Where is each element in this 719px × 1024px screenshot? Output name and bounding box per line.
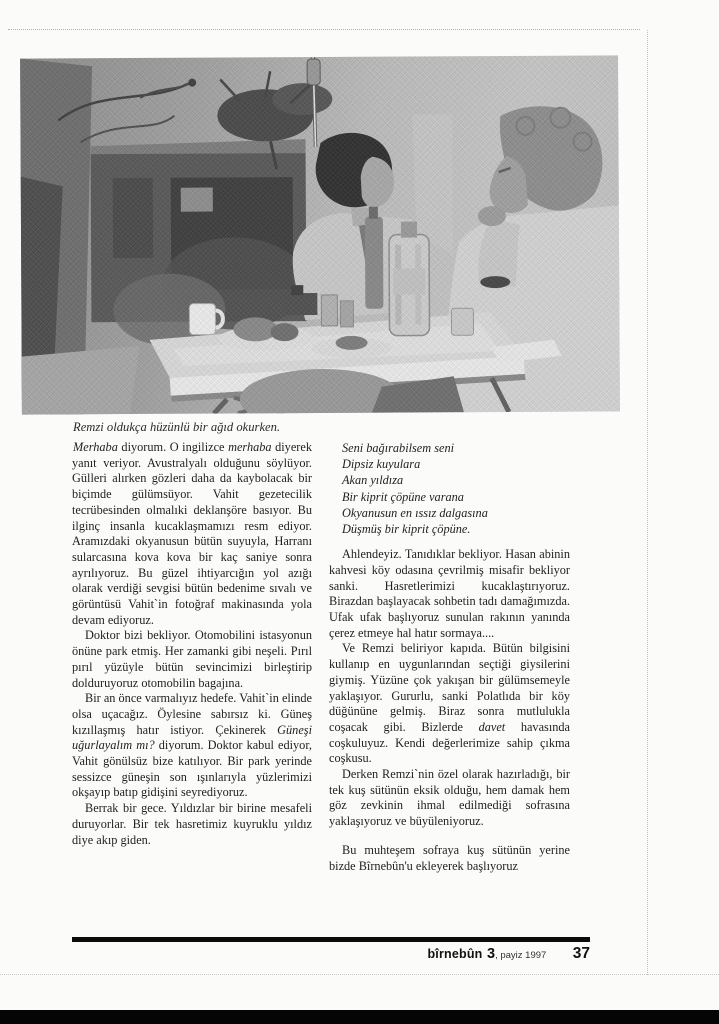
- footer: [260, 945, 590, 963]
- photo-caption: Remzi oldukça hüzünlü bir ağıd okurken.: [73, 420, 281, 434]
- paragraph-sofra: Derken Remzi`nin özel olarak hazırladığı, bir tek kuş sütünün eksik olduğu, hem damak hem göz zevkinin ihmal edilmediği sofrasına yaklaşıyoruz ve büyüleniyoruz.: [329, 767, 570, 829]
- paragraph-birnebun: Bu muhteşem sofraya kuş sütünün yerine bizde Bîrnebûn'u ekleyerek başlıyoruz: [329, 842, 570, 873]
- scan-artifact-right-edge: [647, 30, 648, 975]
- poem-line: Akan yıldıza: [342, 473, 404, 488]
- italic-run: davet: [478, 719, 506, 734]
- body-text-right-column: [329, 440, 570, 874]
- photo-scene: [20, 55, 620, 414]
- text-run: diyorum. O ingilizce: [117, 440, 229, 454]
- bottom-scan-band: [0, 1010, 719, 1024]
- paragraph-doktor: Doktor bizi bekliyor. Otomobilini istasyonun önüne park etmiş. Her zamanki gibi neşeli. Pırıl pırıl yüzüyle bütün sevincimizi birleştirip dolduruyoruz otomobilin bagajına.: [72, 628, 312, 690]
- poem-line: Seni bağırabilsem seni: [342, 441, 455, 455]
- footer-rule: [72, 937, 590, 942]
- text-run: havasında coşkuluyuz. Kendi değerlerimize sahip çıkma coşkusu.: [329, 719, 570, 766]
- paragraph-ahlendeyiz: Ahlendeyiz. Tanıdıklar bekliyor. Hasan abinin kahvesi köy odasına çevrilmiş misafir bekliyor sanki. Hasretlerimizi kucaklaştırıyoruz. Birazdan başlayacak sohbetin tadı damağımızda. Ufak ufak başlıyoruz sunulan rakının yanında çerez etmeye hal hatır sormaya....: [329, 547, 570, 640]
- italic-run: Güneşi uğurlayalım mı?: [72, 722, 312, 753]
- paragraph-gunes: [72, 691, 312, 801]
- italic-run: Merhaba: [73, 440, 118, 454]
- footer-journal-title: bîrnebûn: [427, 947, 483, 961]
- paragraph-remzi-kapida: [329, 641, 570, 767]
- scan-artifact-bottom-line: [0, 974, 719, 975]
- paragraph-merhaba: [72, 440, 312, 628]
- poem-line: Düşmüş bir kiprit çöpüne.: [342, 522, 471, 537]
- italic-run: merhaba: [228, 440, 272, 454]
- body-text-left-column: [72, 440, 312, 848]
- footer-date: , payiz 1997: [495, 950, 547, 961]
- text-run: Bir an önce varmalıyız hedefe. Vahit`in elinde olsa uçacağız. Öylesine sabırsız ki. Güneş kızıllaşmış hatır istiyor. Çekinerek: [72, 691, 312, 737]
- text-run: diyorum. Doktor kabul ediyor, Vahit gönülsüz bize katılıyor. Bir park yerinde sessizce güneşin son ışınlarıyla yüzlerimizi okşayıp batıp gidişini seyrediyoruz.: [72, 738, 312, 800]
- footer-page-number: 37: [572, 945, 590, 962]
- article-photo: [20, 55, 620, 414]
- poem: [329, 440, 570, 537]
- poem-line: Bir kiprit çöpüne varana: [342, 489, 464, 504]
- footer-issue-number: 3: [486, 946, 496, 962]
- poem-line: Dipsiz kuyulara: [342, 457, 421, 472]
- text-run: diyerek yanıt veriyor. Avustralyalı olduğunu söylüyor. Gülleri alırken gözleri daha da kaybolacak bir biçimde gülümsüyor. Vahit gezetecilik tecrübesinden olmalıki deklanşöre basıyor. Bu ilginç insanla kucaklaşmamızı resm ediyor. Aramızdaki okyanusun bütün suyuyla, Harranı sularcasına kova kova bir kaç saniye sonra ayrılıyoruz. Bu güzel ihtiyarcığın yol azığı olarak verdiği sevgisi bütün bedenime sıvalı ve görüntüsü Vahit`in fotoğraf makinasında yola devam ediyoruz.: [72, 440, 312, 627]
- scan-artifact-top-line: [8, 29, 640, 30]
- paragraph-berrak: Berrak bir gece. Yıldızlar bir birine mesafeli duruyorlar. Bir tek hasretimiz kuyruklu yıldız diye akıp giden.: [72, 801, 312, 847]
- poem-line: Okyanusun en ıssız dalgasına: [342, 505, 488, 520]
- text-run: Ve Remzi beliriyor kapıda. Bütün bilgisini kullanıp en uygunlarından seçtiği giysilerini giymiş. Yüzüne çok yakışan bir gülümsemeyle yaklaşıyor. Gururlu, sanki Polatlıda bir köy düğününe gelmiş. Biraz sonra mutlulukla coşacak gibi. Bizlerde: [329, 641, 570, 734]
